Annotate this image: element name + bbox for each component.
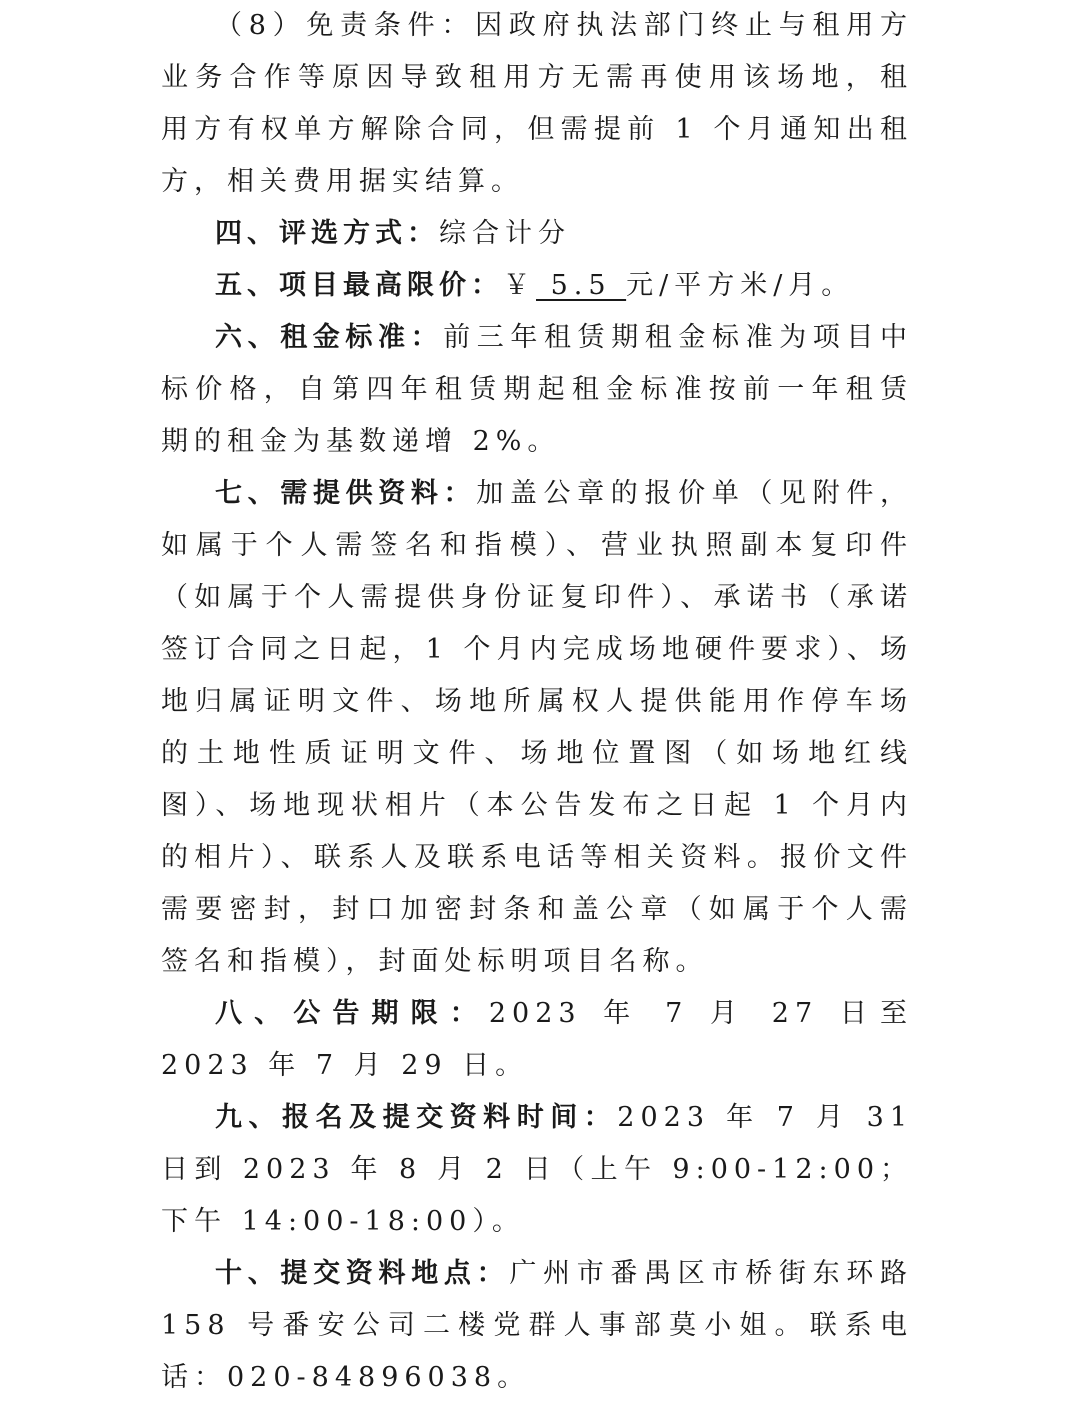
clause-8-text: （8）免责条件：因政府执法部门终止与租用方业务合作等原因导致租用方无需再使用该场地，租用方有权单方解除合同，但需提前 1 个月通知出租方，相关费用据实结算。 <box>161 10 913 197</box>
section-6-rent-standard <box>161 312 913 468</box>
clause-8-disclaimer <box>161 0 913 208</box>
price-currency: ￥ <box>503 270 536 301</box>
section-8-notice-period <box>161 988 913 1092</box>
section-9-registration-time <box>161 1092 913 1248</box>
section-5-heading: 五、项目最高限价： <box>215 270 503 301</box>
section-6-heading: 六、租金标准： <box>215 322 444 353</box>
section-10-submission-location <box>161 1248 913 1404</box>
section-7-text: 加盖公章的报价单（见附件，如属于个人需签名和指模）、营业执照副本复印件（如属于个人需提供身份证复印件）、承诺书（承诺签订合同之日起，1 个月内完成场地硬件要求）、场地归属证明文件、场地所属权人提供能用作停车场的土地性质证明文件、场地位置图（如场地红线图）、场地现状相片（本公告发布之日起 1 个月内的相片）、联系人及联系电话等相关资料。报价文件需要密封，封口加密封条和盖公章（如属于个人需签名和指模），封面处标明项目名称。 <box>161 478 914 977</box>
section-5-max-price <box>161 260 913 312</box>
section-8-text: 2023 年 7 月 27 日至 2023 年 7 月 29 日。 <box>161 998 913 1081</box>
section-5-text: 元/平方米/月。 <box>626 270 855 301</box>
section-4-heading: 四、评选方式： <box>215 218 439 249</box>
price-value: 5.5 <box>536 270 627 301</box>
section-9-heading: 九、报名及提交资料时间： <box>215 1102 618 1133</box>
section-6-text: 前三年租赁期租金标准为项目中标价格，自第四年租赁期起租金标准按前一年租赁期的租金为基数递增 2%。 <box>161 322 914 457</box>
section-4-text: 综合计分 <box>439 218 571 249</box>
section-10-heading: 十、提交资料地点： <box>215 1258 510 1289</box>
section-10-text: 广州市番禺区市桥街东环路 158 号番安公司二楼党群人事部莫小姐。联系电话：020-84896038。 <box>161 1258 914 1393</box>
section-8-heading: 八、公告期限： <box>215 998 489 1029</box>
document-body <box>161 0 913 1404</box>
section-7-required-materials <box>161 468 913 988</box>
section-4-evaluation-method <box>161 208 913 260</box>
section-9-text: 2023 年 7 月 31 日到 2023 年 8 月 2 日（上午 9:00-12:00；下午 14:00-18:00）。 <box>161 1102 913 1237</box>
section-7-heading: 七、需提供资料： <box>215 478 477 509</box>
